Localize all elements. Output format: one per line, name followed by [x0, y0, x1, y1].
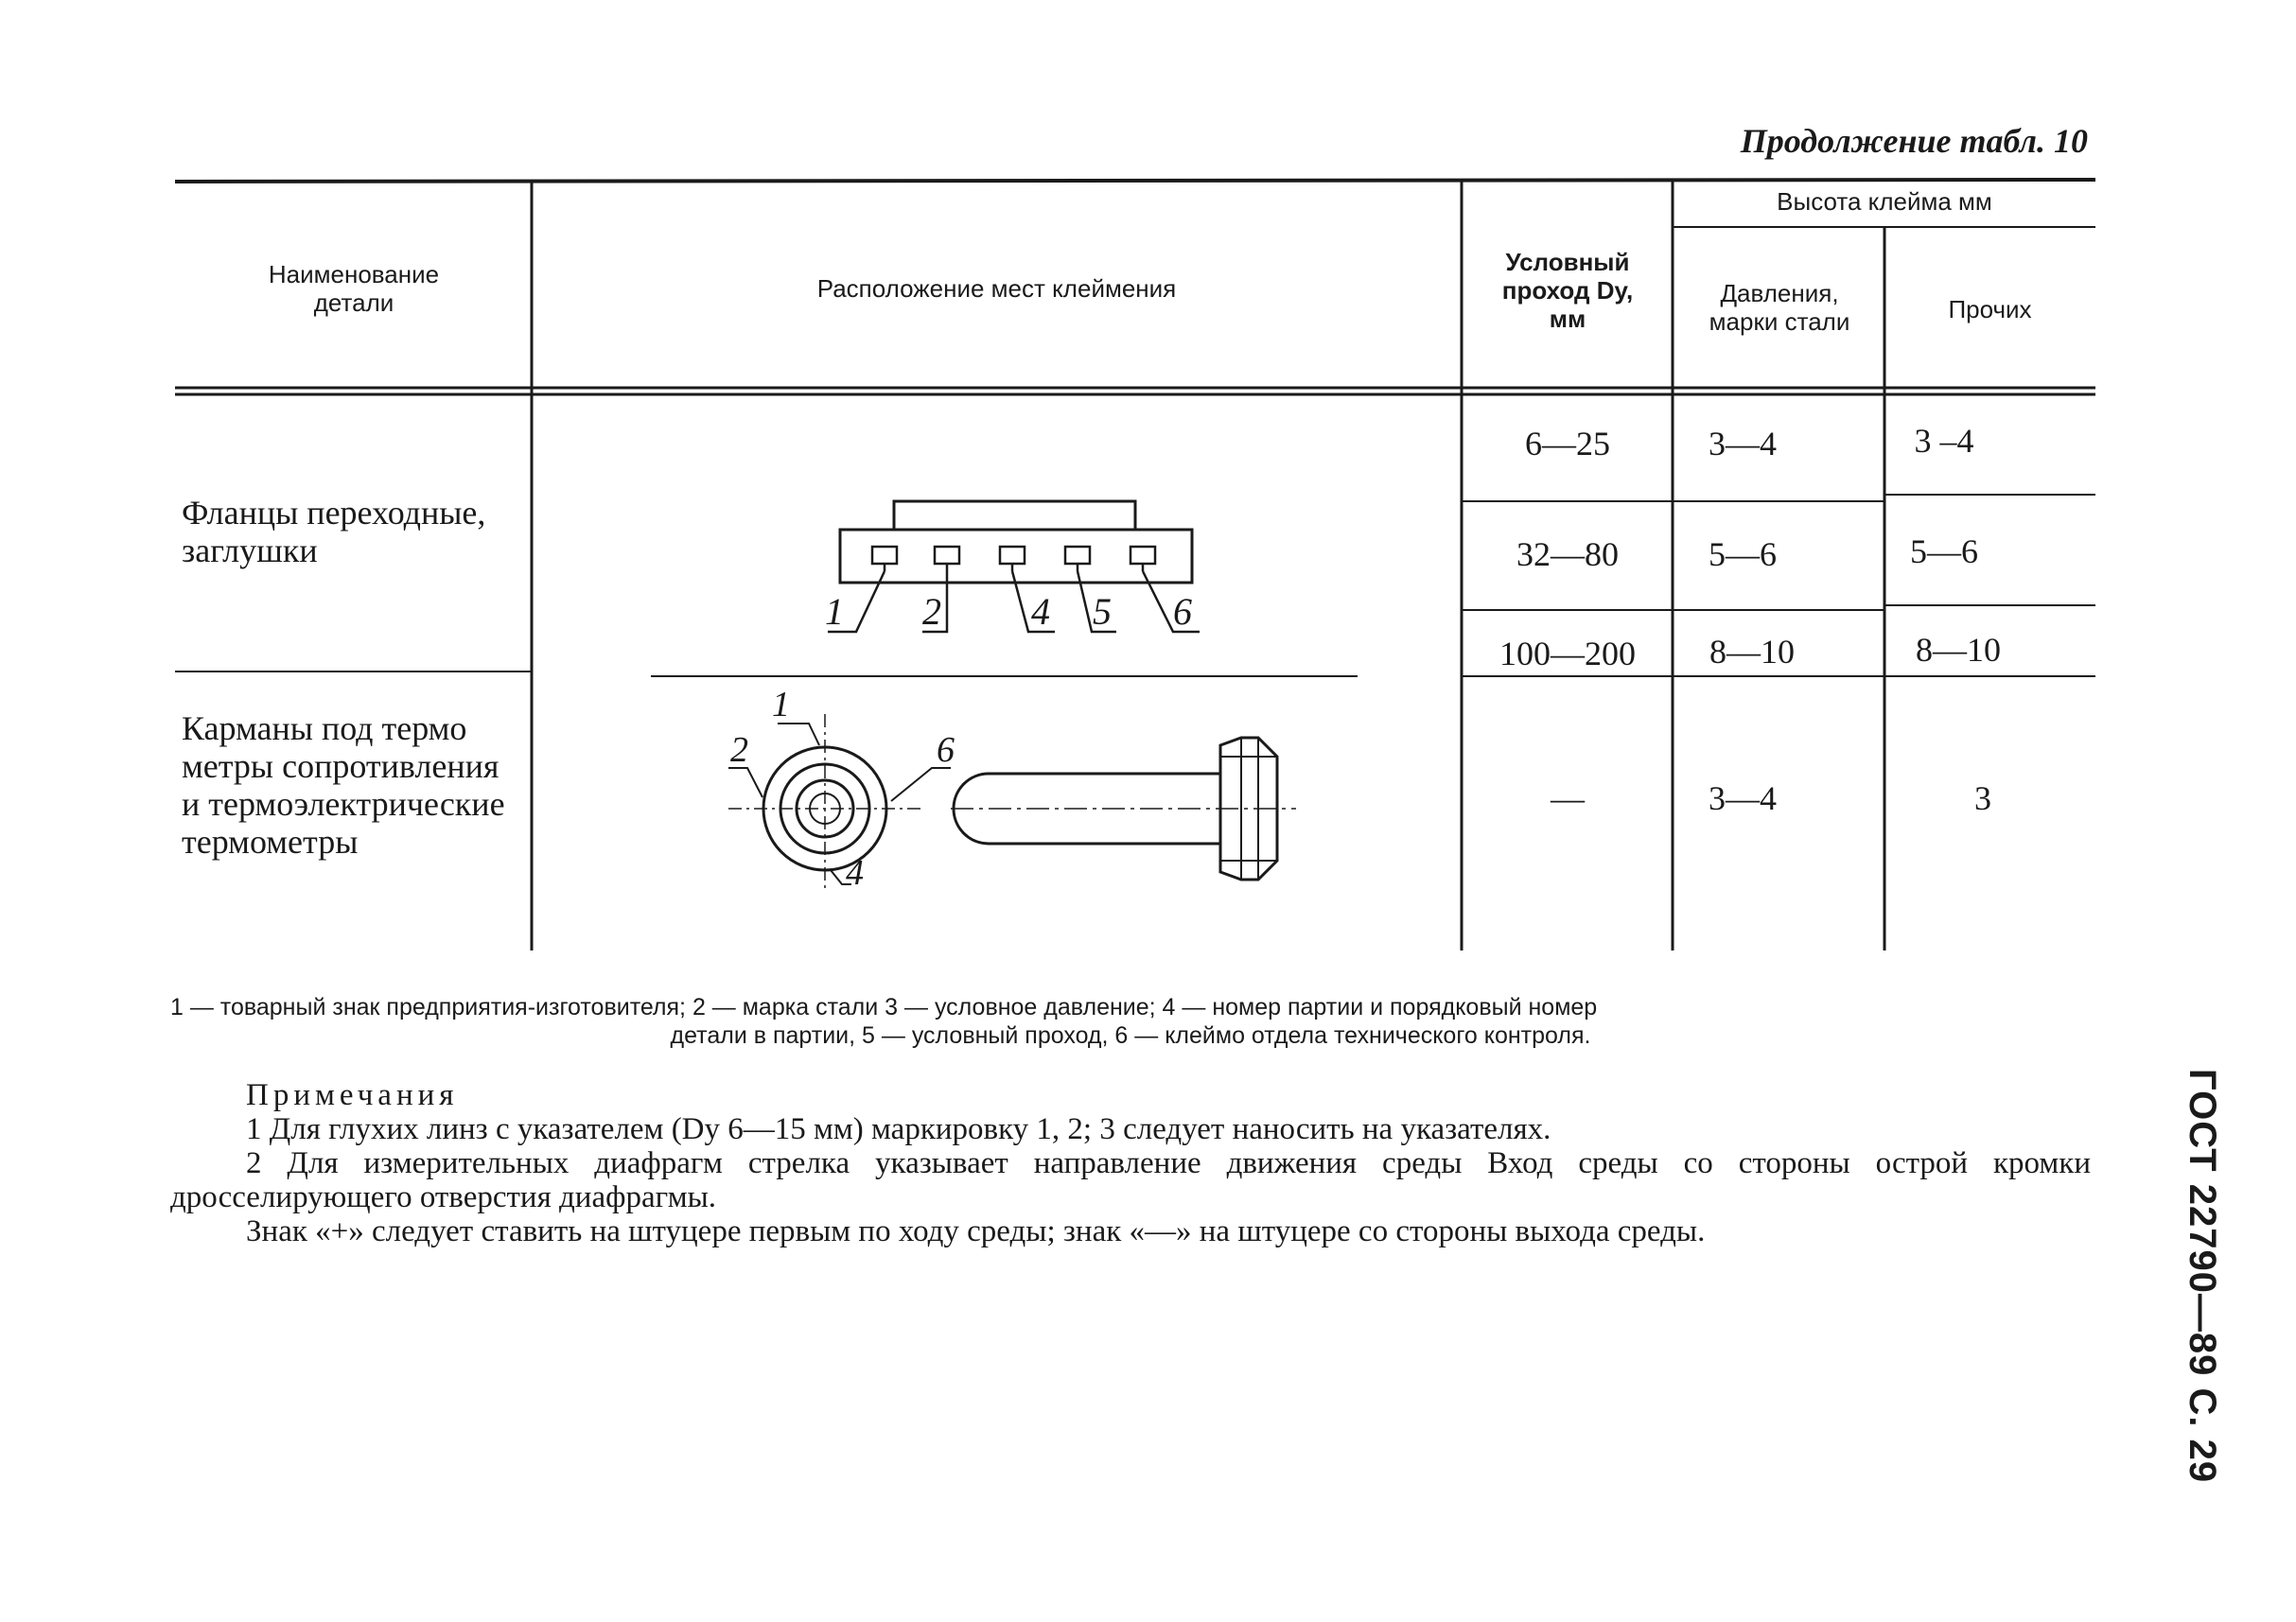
flange-diagram	[828, 501, 1200, 632]
row2-dn: —	[1551, 779, 1585, 817]
row1-dn-3: 100—200	[1499, 635, 1636, 672]
legend-line-2: детали в партии, 5 — условный проход, 6 — клеймо отдела технического контроля.	[670, 1022, 1591, 1049]
note-1: 1 Для глухих линз с указателем (Dу 6—15 мм) маркировку 1, 2; 3 следует наносить на указателях.	[246, 1112, 1551, 1146]
row2-part-name	[182, 709, 505, 861]
flange-label-1: 1	[825, 590, 844, 633]
pocket-label-4: 4	[846, 853, 864, 893]
part-name-line: метры сопротивления	[182, 747, 500, 785]
header-pressure-line: марки стали	[1709, 307, 1850, 336]
header-dn-line: проход Dу,	[1501, 276, 1634, 305]
header-part-name	[180, 260, 528, 317]
header-part-name-line: Наименование	[268, 260, 440, 288]
header-stamp-height: Высота клейма мм	[1777, 187, 1992, 216]
part-name-line: заглушки	[182, 532, 318, 569]
row1-part-name	[182, 494, 485, 569]
header-layout: Расположение мест клеймения	[816, 274, 1177, 303]
row2-other: 3	[1974, 779, 1991, 817]
note-2: 2 Для измерительных диафрагм стрелка указывает направление движения среды Вход среды со стороны острой кромки дросселирующего отверстия диафрагмы.	[170, 1146, 2091, 1214]
header-pressure	[1676, 279, 1883, 336]
legend	[170, 993, 2091, 1050]
header-part-name-line: детали	[313, 288, 394, 317]
part-name-line: Фланцы переходные,	[182, 494, 486, 532]
row1-other-3: 8—10	[1916, 631, 2001, 669]
pocket-label-2: 2	[730, 730, 748, 770]
header-dn-line: мм	[1549, 305, 1586, 333]
row1-pressure-3: 8—10	[1709, 633, 1795, 671]
notes	[170, 1078, 2091, 1248]
header-dn-line: Условный	[1505, 248, 1630, 276]
flange-label-5: 5	[1093, 590, 1112, 633]
row1-dn-1: 6—25	[1525, 425, 1610, 462]
flange-label-4: 4	[1031, 590, 1050, 633]
row1-dn-2: 32—80	[1516, 535, 1619, 573]
header-nominal-diameter	[1464, 248, 1671, 333]
flange-label-6: 6	[1173, 590, 1192, 633]
header-other: Прочих	[1948, 295, 2032, 323]
row1-other-2: 5—6	[1910, 532, 1978, 570]
row1-pressure-1: 3—4	[1709, 425, 1777, 462]
flange-label-2: 2	[922, 590, 941, 633]
pocket-label-6: 6	[937, 730, 955, 770]
page-side-label: ГОСТ 22790—89 С. 29	[2182, 1069, 2223, 1484]
pocket-label-1: 1	[772, 685, 790, 724]
part-name-line: термометры	[182, 823, 359, 861]
pocket-diagram	[728, 714, 1296, 889]
part-name-line: и термоэлектрические	[182, 785, 505, 823]
row2-pressure: 3—4	[1709, 779, 1777, 817]
row1-pressure-2: 5—6	[1709, 535, 1777, 573]
notes-title: Примечания	[246, 1078, 459, 1112]
table-caption: Продолжение табл. 10	[1740, 122, 2088, 160]
row1-other-1: 3 –4	[1914, 422, 1974, 460]
note-3: Знак «+» следует ставить на штуцере первым по ходу среды; знак «—» на штуцере со стороны выхода среды.	[246, 1214, 1706, 1248]
legend-line-1: 1 — товарный знак предприятия-изготовителя; 2 — марка стали 3 — условное давление; 4 — номер партии и порядковый номер	[170, 994, 1598, 1020]
header-pressure-line: Давления,	[1720, 279, 1839, 307]
part-name-line: Карманы под термо	[182, 709, 467, 747]
